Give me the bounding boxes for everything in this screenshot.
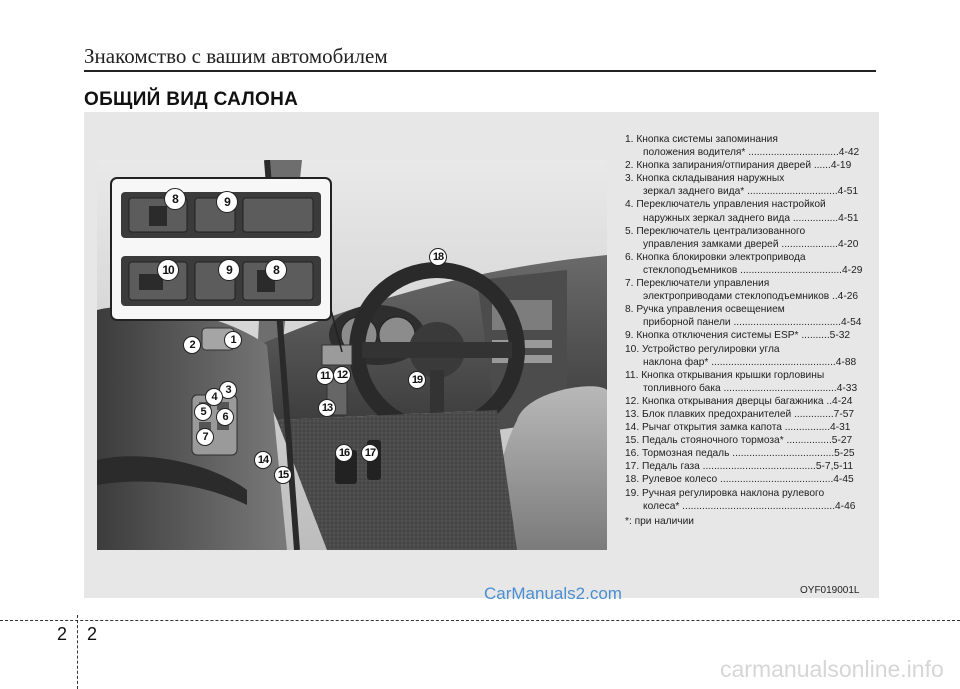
legend-item-continuation: приборной панели ......................................4-54 <box>643 317 862 329</box>
legend-item <box>625 395 865 408</box>
page-number: 2 <box>87 624 98 644</box>
legend-item <box>625 198 865 224</box>
legend-item <box>625 447 865 460</box>
figure-code: OYF019001L <box>800 585 860 596</box>
callout-13: 13 <box>318 399 336 417</box>
section-title: ОБЩИЙ ВИД САЛОНА <box>84 89 299 110</box>
legend-item-label: 6. Кнопка блокировки электропривода <box>625 251 806 263</box>
legend-item-label: 2. Кнопка запирания/отпирания дверей ......4-19 <box>625 160 852 172</box>
legend-item-label: 9. Кнопка отключения системы ESP* ..........5-32 <box>625 330 851 342</box>
callout-5: 5 <box>194 403 212 421</box>
callout-9-inset-top: 9 <box>216 191 238 213</box>
callout-1: 1 <box>224 331 242 349</box>
legend-item <box>625 159 865 172</box>
legend-item <box>625 277 865 303</box>
legend-item-continuation: топливного бака ........................................4-33 <box>643 382 858 394</box>
legend-item-label: 1. Кнопка системы запоминания <box>625 134 778 145</box>
legend-item <box>625 343 865 369</box>
footer-dashed-rule <box>0 620 960 621</box>
callout-2: 2 <box>183 336 201 354</box>
callout-11: 11 <box>316 367 334 385</box>
legend-item-continuation: колеса* ......................................................4-46 <box>643 500 856 512</box>
legend-item-label: 13. Блок плавких предохранителей ..............7-57 <box>625 408 855 420</box>
callout-15: 15 <box>274 466 292 484</box>
legend-item-label: 5. Переключатель централизованного <box>625 225 806 237</box>
watermark-carmanualsonline: carmanualsonline.info <box>720 656 944 682</box>
callout-14: 14 <box>254 451 272 469</box>
legend-item <box>625 408 865 421</box>
legend-item-continuation: наклона фар* ............................................4-88 <box>643 356 857 368</box>
legend-item <box>625 460 865 473</box>
watermark-carmanuals2: CarManuals2.com <box>484 584 622 603</box>
header-rule <box>84 70 876 72</box>
callout-8-inset-bottom: 8 <box>265 259 287 281</box>
callout-8-inset-top: 8 <box>164 188 186 210</box>
legend-item-label: 14. Рычаг открытия замка капота ................4-31 <box>625 422 851 434</box>
legend-item-label: 4. Переключатель управления настройкой <box>625 199 826 211</box>
legend-item-label: 16. Тормозная педаль ....................................5-25 <box>625 448 855 460</box>
interior-illustration <box>97 160 607 550</box>
callout-18: 18 <box>429 248 447 266</box>
legend-item <box>625 329 865 342</box>
legend-item <box>625 369 865 395</box>
legend-item <box>625 225 865 251</box>
legend-item-continuation: стеклоподъемников ....................................4-29 <box>643 264 863 276</box>
legend-item <box>625 473 865 486</box>
legend-item <box>625 303 865 329</box>
legend-item-label: 18. Рулевое колесо ........................................4-45 <box>625 474 854 486</box>
footer-dashed-divider <box>77 615 78 689</box>
legend-item <box>625 172 865 198</box>
chapter-title: Знакомство с вашим автомобилем <box>84 44 388 68</box>
legend-item-label: 8. Ручка управления освещением <box>625 304 785 316</box>
callout-9-inset-bottom: 9 <box>218 259 240 281</box>
legend-item <box>625 133 865 159</box>
legend-item-label: 3. Кнопка складывания наружных <box>625 173 785 185</box>
legend-item <box>625 487 865 513</box>
callout-17: 17 <box>361 444 379 462</box>
callout-16: 16 <box>335 444 353 462</box>
callout-10-inset-bottom: 10 <box>157 259 179 281</box>
callout-3: 3 <box>219 381 237 399</box>
legend-item-continuation: зеркал заднего вида* ................................4-51 <box>643 186 859 198</box>
legend-footnote: *: при наличии <box>625 515 694 527</box>
legend-item-label: 12. Кнопка открывания дверцы багажника ..4-24 <box>625 395 853 407</box>
callout-19: 19 <box>408 371 426 389</box>
legend-item <box>625 434 865 447</box>
legend-item-label: 19. Ручная регулировка наклона рулевого <box>625 487 825 499</box>
legend-item <box>625 421 865 434</box>
legend-item-continuation: положения водителя* ................................4-42 <box>643 147 860 159</box>
legend-item-label: 11. Кнопка открывания крышки горловины <box>625 369 825 381</box>
callout-12: 12 <box>333 366 351 384</box>
callout-6: 6 <box>216 408 234 426</box>
legend-item-label: 15. Педаль стояночного тормоза* ................5-27 <box>625 435 853 447</box>
legend-list <box>625 133 865 528</box>
legend-item-continuation: электроприводами стеклоподъемников ..4-26 <box>643 291 859 303</box>
callout-7: 7 <box>196 428 214 446</box>
legend-item-continuation: управления замками дверей ....................4-20 <box>643 238 859 250</box>
legend-item-continuation: наружных зеркал заднего вида ................4-51 <box>643 212 859 224</box>
legend-item-label: 10. Устройство регулировки угла <box>625 343 780 355</box>
legend-item-label: 7. Переключатели управления <box>625 278 770 290</box>
legend-item <box>625 251 865 277</box>
legend-item-label: 17. Педаль газа ........................................5-7,5-11 <box>625 461 854 473</box>
callout-4: 4 <box>205 388 223 406</box>
interior-photo <box>97 160 607 550</box>
page-number-section: 2 <box>57 624 68 644</box>
